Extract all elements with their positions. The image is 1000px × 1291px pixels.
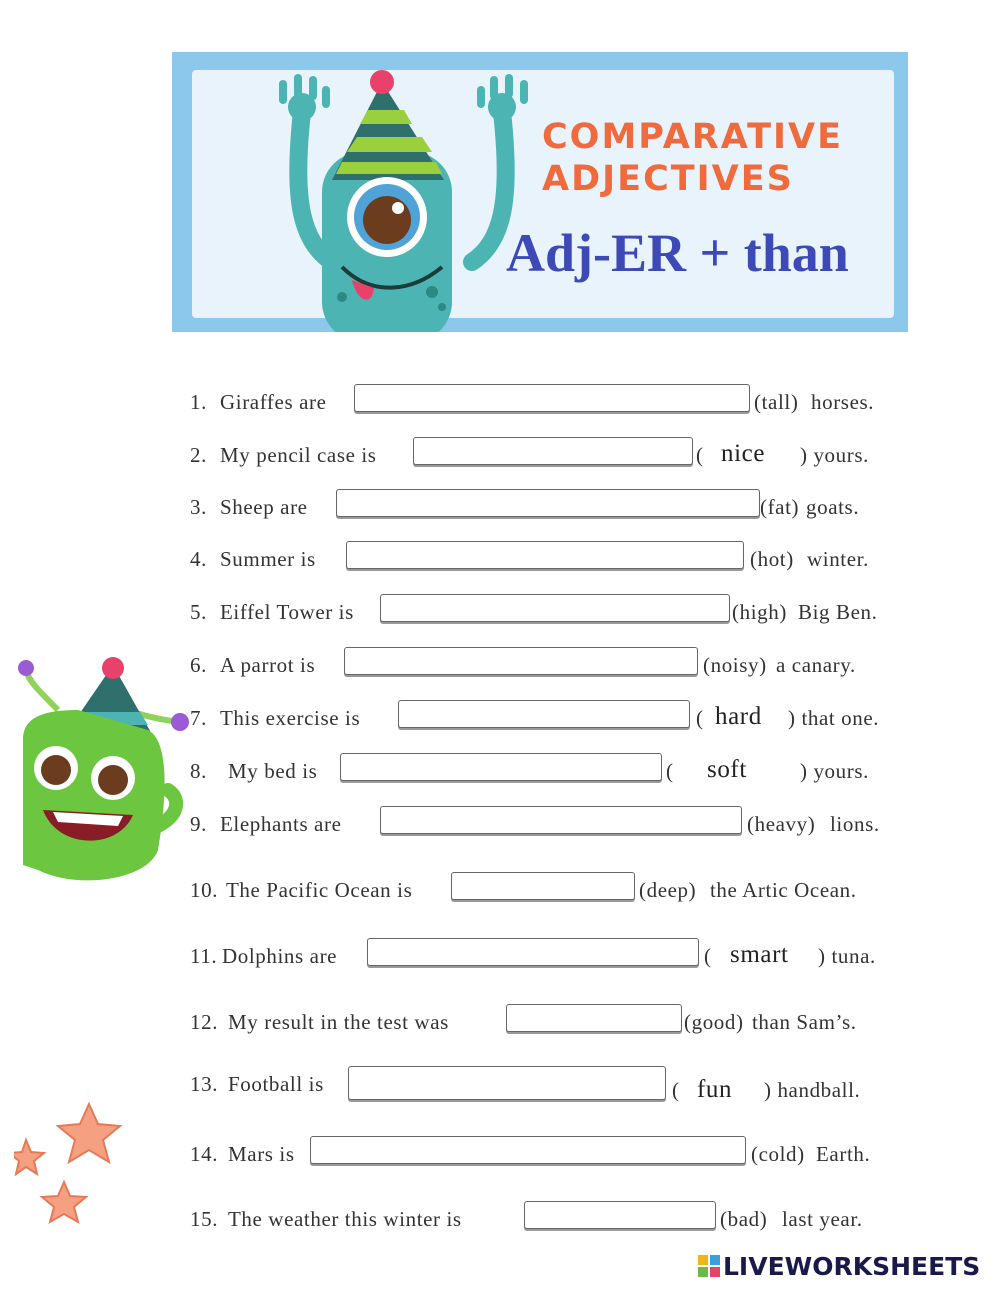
exercise-text-after: the Artic Ocean. bbox=[710, 878, 857, 902]
logo-mark-icon bbox=[698, 1255, 720, 1277]
exercise-number: 9. bbox=[190, 812, 207, 836]
answer-input-10[interactable] bbox=[451, 872, 635, 900]
answer-input-13[interactable] bbox=[348, 1066, 666, 1100]
exercise-10 bbox=[0, 872, 1000, 906]
exercise-text-after: winter. bbox=[807, 547, 869, 571]
exercise-number: 10. bbox=[190, 878, 219, 902]
exercise-paren: ( bbox=[704, 944, 712, 968]
exercise-paren: ( bbox=[672, 1078, 680, 1102]
exercise-hint: (good) bbox=[684, 1010, 744, 1034]
exercise-text: Mars is bbox=[228, 1142, 295, 1166]
answer-input-2[interactable] bbox=[413, 437, 693, 465]
exercise-number: 13. bbox=[190, 1072, 219, 1096]
exercise-hint: fun bbox=[697, 1076, 733, 1103]
exercise-text: Elephants are bbox=[220, 812, 342, 836]
exercise-text-after: ) yours. bbox=[800, 443, 869, 467]
exercise-text-after: Earth. bbox=[816, 1142, 871, 1166]
exercise-text-after: ) tuna. bbox=[818, 944, 876, 968]
exercise-text-after: lions. bbox=[830, 812, 880, 836]
exercise-hint: nice bbox=[721, 440, 766, 467]
exercise-14 bbox=[0, 1136, 1000, 1170]
exercise-hint: (deep) bbox=[639, 878, 697, 902]
exercise-text-after: ) handball. bbox=[764, 1078, 861, 1102]
exercise-text: Summer is bbox=[220, 547, 316, 571]
header-banner bbox=[172, 52, 908, 332]
exercise-number: 4. bbox=[190, 547, 207, 571]
exercise-13 bbox=[0, 1066, 1000, 1103]
exercise-hint: soft bbox=[707, 756, 747, 783]
exercise-11 bbox=[0, 938, 1000, 972]
exercise-hint: smart bbox=[730, 941, 789, 968]
exercise-9 bbox=[0, 806, 1000, 840]
answer-input-12[interactable] bbox=[506, 1004, 682, 1032]
exercise-text: This exercise is bbox=[220, 706, 361, 730]
exercise-7 bbox=[0, 700, 1000, 734]
exercise-hint: (bad) bbox=[720, 1207, 768, 1231]
exercise-hint: (fat) bbox=[760, 495, 800, 519]
exercise-number: 2. bbox=[190, 443, 207, 467]
exercise-hint: (heavy) bbox=[747, 812, 816, 836]
exercise-number: 1. bbox=[190, 390, 207, 414]
exercise-paren: ( bbox=[696, 443, 704, 467]
exercise-text: My bed is bbox=[228, 759, 318, 783]
exercise-paren: ( bbox=[696, 706, 704, 730]
exercise-number: 14. bbox=[190, 1142, 219, 1166]
exercise-3 bbox=[0, 489, 1000, 523]
title-line-2: ADJECTIVES bbox=[542, 159, 794, 199]
exercise-text-after: ) that one. bbox=[788, 706, 880, 730]
title-line-1: COMPARATIVE bbox=[542, 117, 844, 157]
exercise-text: Giraffes are bbox=[220, 390, 327, 414]
exercise-text-after: horses. bbox=[811, 390, 875, 414]
exercise-paren: ( bbox=[666, 759, 674, 783]
exercise-text-after: goats. bbox=[806, 495, 860, 519]
exercise-4 bbox=[0, 541, 1000, 575]
answer-input-14[interactable] bbox=[310, 1136, 746, 1164]
answer-input-6[interactable] bbox=[344, 647, 698, 675]
exercise-text-after: ) yours. bbox=[800, 759, 869, 783]
exercise-text: Football is bbox=[228, 1072, 324, 1096]
exercise-hint: (tall) bbox=[754, 390, 799, 414]
exercise-text-after: last year. bbox=[782, 1207, 863, 1231]
exercise-text-after: than Sam’s. bbox=[752, 1010, 857, 1034]
exercise-15 bbox=[0, 1201, 1000, 1235]
exercise-hint: (cold) bbox=[751, 1142, 805, 1166]
exercise-number: 12. bbox=[190, 1010, 219, 1034]
liveworksheets-logo bbox=[698, 1252, 980, 1281]
exercise-8 bbox=[0, 753, 1000, 787]
answer-input-3[interactable] bbox=[336, 489, 760, 517]
exercise-text: Sheep are bbox=[220, 495, 308, 519]
monster-illustration-icon bbox=[232, 52, 552, 332]
exercise-number: 7. bbox=[190, 706, 207, 730]
answer-input-9[interactable] bbox=[380, 806, 742, 834]
exercise-text: A parrot is bbox=[220, 653, 316, 677]
exercise-2 bbox=[0, 437, 1000, 471]
answer-input-4[interactable] bbox=[346, 541, 744, 569]
exercise-number: 15. bbox=[190, 1207, 219, 1231]
exercise-5 bbox=[0, 594, 1000, 628]
exercise-number: 6. bbox=[190, 653, 207, 677]
logo-text: LIVEWORKSHEETS bbox=[723, 1252, 981, 1281]
exercise-text-after: Big Ben. bbox=[798, 600, 878, 624]
exercise-hint: (high) bbox=[732, 600, 787, 624]
page-title bbox=[542, 116, 843, 200]
exercise-number: 11. bbox=[190, 944, 218, 968]
exercise-hint: (noisy) bbox=[703, 653, 767, 677]
answer-input-1[interactable] bbox=[354, 384, 750, 412]
exercise-6 bbox=[0, 647, 1000, 681]
exercise-text: The Pacific Ocean is bbox=[226, 878, 413, 902]
exercise-hint: (hot) bbox=[750, 547, 794, 571]
exercise-1 bbox=[0, 384, 1000, 418]
exercise-number: 5. bbox=[190, 600, 207, 624]
exercise-text: Eiffel Tower is bbox=[220, 600, 354, 624]
exercise-text: My result in the test was bbox=[228, 1010, 449, 1034]
exercise-number: 8. bbox=[190, 759, 207, 783]
exercise-hint: hard bbox=[715, 703, 762, 730]
exercise-12 bbox=[0, 1004, 1000, 1038]
exercise-text-after: a canary. bbox=[776, 653, 856, 677]
answer-input-11[interactable] bbox=[367, 938, 699, 966]
exercise-number: 3. bbox=[190, 495, 207, 519]
exercise-text: My pencil case is bbox=[220, 443, 377, 467]
answer-input-15[interactable] bbox=[524, 1201, 716, 1229]
page-subtitle: Adj-ER + than bbox=[506, 223, 849, 283]
exercise-text: The weather this winter is bbox=[228, 1207, 462, 1231]
exercise-text: Dolphins are bbox=[222, 944, 338, 968]
answer-input-7[interactable] bbox=[398, 700, 690, 728]
answer-input-8[interactable] bbox=[340, 753, 662, 781]
answer-input-5[interactable] bbox=[380, 594, 730, 622]
